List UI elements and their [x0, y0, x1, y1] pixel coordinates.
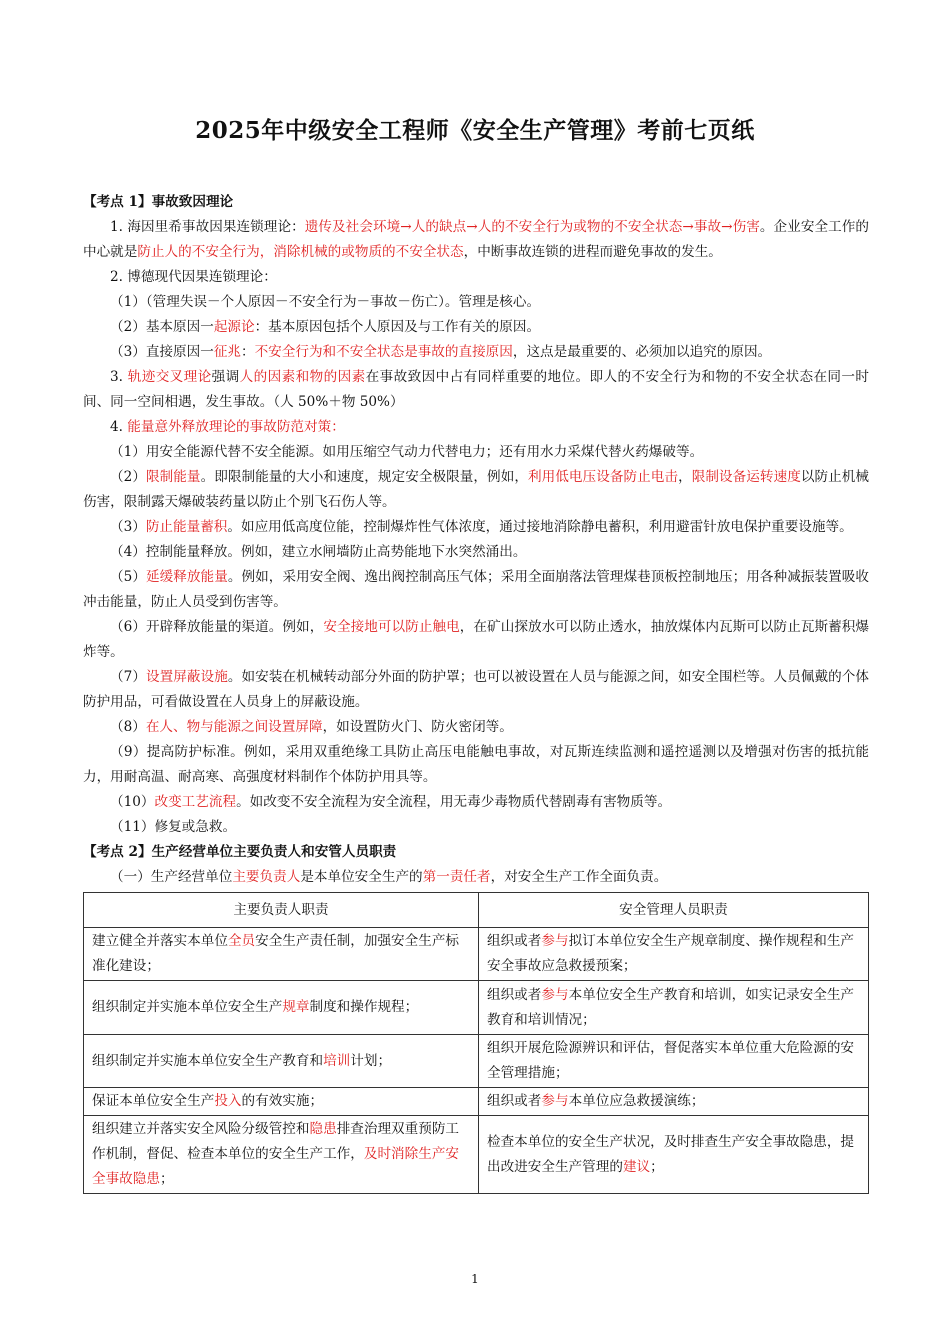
highlight-text: 第一责任者: [422, 869, 491, 885]
page-number: 1: [471, 1272, 479, 1286]
highlight-text: 起源论: [213, 319, 255, 335]
text: 组织制定并实施本单位安全生产教育和: [92, 1052, 324, 1069]
paragraph-energy: [83, 415, 869, 440]
text: ，这点是最重要的、必须加以追究的原因。: [512, 344, 772, 360]
text: 组织制定并实施本单位安全生产: [92, 999, 283, 1015]
paragraph-energy-2: [83, 465, 869, 515]
text: ，对安全生产工作全面负责。: [490, 869, 668, 885]
text: （3）: [110, 519, 146, 535]
text: 本单位安全生产教育和培训，如实记录安全生产教育和培训情况；: [487, 986, 855, 1028]
highlight-text: 征兆: [213, 344, 241, 360]
table-row: [84, 1088, 869, 1116]
text: ，: [678, 469, 692, 485]
text: （3）直接原因一: [110, 344, 214, 360]
text: 强调: [211, 369, 240, 385]
highlight-text: 投入: [214, 1093, 242, 1109]
highlight-text: 人的因素和物的因素: [239, 369, 366, 385]
highlight-text: 安全接地可以防止触电: [323, 619, 460, 635]
table-row: [84, 1035, 869, 1088]
text: （一）生产经营单位: [110, 869, 233, 885]
highlight-text: 建议: [622, 1158, 651, 1175]
text: （2）基本原因一: [110, 319, 214, 335]
document-title: 2025年中级安全工程师《安全生产管理》考前七页纸: [195, 117, 755, 144]
text: 计划；: [350, 1052, 392, 1069]
text: （5）: [110, 569, 146, 585]
table-header-cell: 安全管理人员职责: [479, 893, 869, 928]
table-row: [84, 981, 869, 1035]
text: ：: [241, 344, 255, 360]
highlight-text: 及时消除生产安全事故隐患: [92, 1146, 460, 1187]
highlight-text: 参与: [541, 933, 569, 949]
text: 本单位应急救援演练；: [568, 1093, 705, 1109]
highlight-text: 利用低电压设备防止电击: [527, 469, 679, 485]
table-cell: [84, 981, 479, 1035]
text: ：基本原因包括个人原因及与工作有关的原因。: [254, 319, 541, 335]
text: ，在矿山探放水可以防止透水，抽放煤体内瓦斯可以防止瓦斯蓄积爆炸等。: [83, 619, 870, 660]
highlight-text: 防止人的不安全行为，消除机械的或物质的不安全状态: [137, 244, 464, 260]
text: 拟订本单位安全生产规章制度、操作规程和生产安全事故应急救援预案；: [487, 933, 855, 974]
text: （10）: [110, 794, 155, 810]
table-cell: 组织开展危险源辨识和评估，督促落实本单位重大危险源的安全管理措施；: [479, 1035, 869, 1088]
text: 的有效实施；: [241, 1093, 324, 1109]
table-cell: [479, 1116, 869, 1194]
paragraph-energy-3: [83, 515, 869, 540]
text: 。如应用低高度位能，控制爆炸性气体浓度，通过接地消除静电蓄积，利用避雷针放电保护重要设施等。: [227, 519, 853, 535]
duties-table: [83, 892, 869, 1194]
text: ，如设置防火门、防火密闭等。: [322, 719, 513, 735]
table-cell: [84, 1035, 479, 1088]
paragraph-energy-1: （1）用安全能源代替不安全能源。如用压缩空气动力代替电力；还有用水力采煤代替火药爆破等。: [110, 444, 704, 460]
text: ；: [650, 1158, 664, 1175]
text: 。如改变不安全流程为安全流程，用无毒少毒物质代替剧毒有害物质等。: [236, 794, 672, 810]
text: 保证本单位安全生产: [92, 1093, 215, 1109]
paragraph-heinrich: [83, 215, 869, 265]
paragraph-energy-8: [83, 715, 869, 740]
text: 组织或者: [487, 986, 542, 1003]
text: 检查本单位的安全生产状况，及时排查生产安全事故隐患，提出改进安全生产管理的: [487, 1133, 855, 1175]
highlight-text: 遗传及社会环境→人的缺点→人的不安全行为或物的不安全状态→事故→伤害: [304, 219, 760, 235]
highlight-text: 参与: [541, 1093, 569, 1109]
highlight-text: 轨迹交叉理论: [127, 369, 212, 385]
text: 4.: [110, 419, 128, 435]
paragraph-bird-1: （1）（管理失误－个人原因－不安全行为－事故－伤亡）。管理是核心。: [110, 294, 541, 310]
text: 。即限制能量的大小和速度，规定安全极限量，例如，: [200, 469, 528, 485]
highlight-text: 在人、物与能源之间设置屏障: [145, 719, 323, 735]
table-cell: [479, 1088, 869, 1116]
highlight-text: 不安全行为和不安全状态是事故的直接原因: [254, 344, 513, 360]
content-body: [83, 190, 869, 1194]
table-cell: [479, 981, 869, 1035]
text: （6）开辟释放能量的渠道。例如，: [110, 619, 324, 635]
highlight-text: 培训: [323, 1052, 351, 1069]
highlight-text: 限制能量: [145, 469, 201, 485]
highlight-text: 全员: [227, 933, 256, 949]
text: 。如安装在机械转动部分外面的防护罩；也可以被设置在人员与能源之间，如安全围栏等。人员佩戴的个体防护用品，可看做设置在人员身上的屏蔽设施。: [83, 669, 869, 710]
highlight-text: 参与: [541, 986, 569, 1003]
text: 建立健全并落实本单位: [92, 933, 228, 949]
text: 制度和操作规程；: [309, 999, 419, 1015]
text: （7）: [110, 669, 146, 685]
paragraph-responsibility-intro: [83, 865, 869, 890]
text: 。例如，采用安全阀、逸出阀控制高压气体；采用全面崩落法管理煤巷顶板控制地压；用各种减振装置吸收冲击能量，防止人员受到伤害等。: [83, 569, 869, 610]
table-row: [84, 1116, 869, 1194]
highlight-text: 防止能量蓄积: [145, 519, 228, 535]
highlight-text: 隐患: [309, 1121, 337, 1137]
section-heading-2: 【考点 2】生产经营单位主要负责人和安管人员职责: [83, 844, 397, 860]
highlight-text: 限制设备运转速度: [691, 469, 801, 485]
text: 以防止机械伤害，限制露天爆破装药量以防止个别飞石伤人等。: [83, 469, 870, 510]
text: （2）: [110, 469, 146, 485]
highlight-text: 能量意外释放理论的事故防范对策：: [127, 419, 345, 435]
highlight-text: 延缓释放能量: [145, 569, 228, 585]
text: 3.: [110, 369, 128, 385]
paragraph-trajectory: [83, 365, 869, 415]
paragraph-energy-10: [83, 790, 869, 815]
paragraph-energy-7: [83, 665, 869, 715]
highlight-text: 设置屏蔽设施: [145, 669, 228, 685]
paragraph-energy-5: [83, 565, 869, 615]
paragraph-energy-4: （4）控制能量释放。例如，建立水闸墙防止高势能地下水突然涌出。: [110, 544, 527, 560]
paragraph-energy-9: （9）提高防护标准。例如，采用双重绝缘工具防止高压电能触电事故，对瓦斯连续监测和遥控遥测以及增强对伤害的抵抗能力，用耐高温、耐高寒、高强度材料制作个体防护用具等。: [83, 744, 869, 785]
table-row: [84, 928, 869, 981]
section-heading-1: 【考点 1】事故致因理论: [83, 194, 234, 210]
table-cell: [84, 1116, 479, 1194]
text: 组织或者: [487, 1093, 542, 1109]
paragraph-bird-2: [83, 315, 869, 340]
highlight-text: 规章: [282, 999, 310, 1015]
text: ，中断事故连锁的进程而避免事故的发生。: [463, 244, 722, 260]
highlight-text: 主要负责人: [232, 869, 301, 885]
paragraph-bird-3: [83, 340, 869, 365]
table-cell: [84, 1088, 479, 1116]
paragraph-energy-6: [83, 615, 869, 665]
table-cell: [84, 928, 479, 981]
text: 组织或者: [487, 933, 542, 949]
text: 1. 海因里希事故因果连锁理论：: [110, 219, 305, 235]
text: 在事故致因中占有同样重要的地位。即人的不安全行为和物的不安全状态在同一时间、同一空间相遇，发生事故。（人 50%＋物 50%）: [83, 369, 870, 410]
highlight-text: 改变工艺流程: [154, 794, 237, 810]
text: 安全生产责任制，加强安全生产标准化建设；: [92, 933, 460, 974]
text: 是本单位安全生产的: [300, 869, 423, 885]
text: 。企业安全工作的中心就是: [83, 219, 870, 260]
text: ；: [159, 1171, 174, 1187]
paragraph-bird: 2. 博德现代因果连锁理论：: [110, 269, 277, 285]
text: （8）: [110, 719, 146, 735]
text: 排查治理双重预防工作机制，督促、检查本单位的安全生产工作，: [92, 1121, 460, 1162]
text: 组织建立并落实安全风险分级管控和: [92, 1121, 310, 1137]
table-header-cell: 主要负责人职责: [84, 893, 479, 928]
paragraph-energy-11: （11）修复或急救。: [110, 819, 237, 835]
table-header-row: [84, 893, 869, 928]
table-cell: [479, 928, 869, 981]
